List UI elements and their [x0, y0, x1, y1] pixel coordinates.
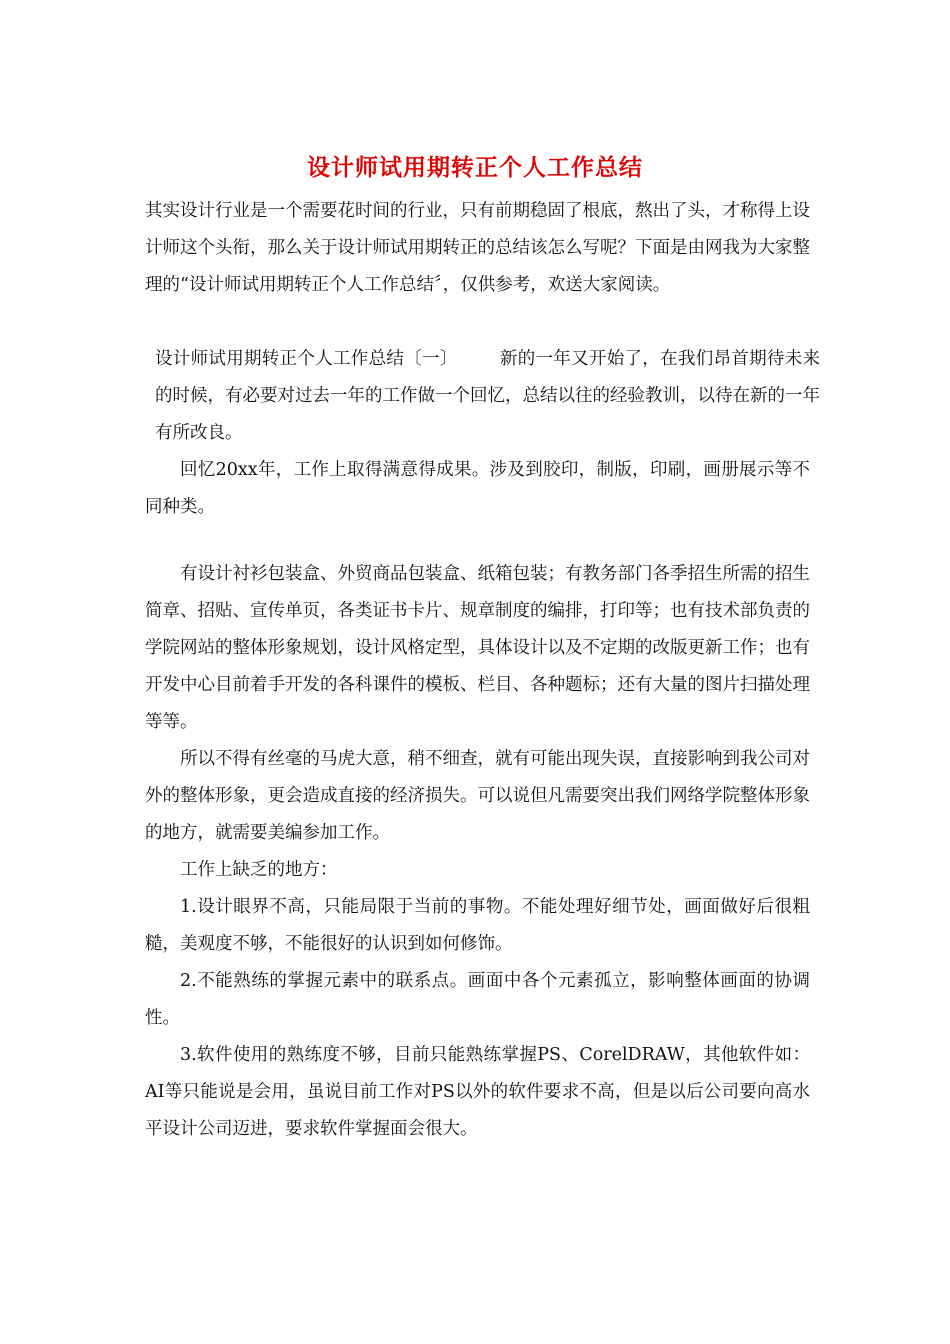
shortcoming-item-3: 3.软件使用的熟练度不够，目前只能熟练掌握PS、CorelDRAW，其他软件如：AI等只能说是会用，虽说目前工作对PS以外的软件要求不高，但是以后公司要向高水平设计公司迈进，要求软件掌握面会很大。: [145, 1045, 810, 1139]
shortcoming-item-1: 1.设计眼界不高，只能局限于当前的事物。不能处理好细节处，画面做好后很粗糙，美观度不够，不能很好的认识到如何修饰。: [145, 897, 810, 954]
section-heading: 设计师试用期转正个人工作总结〔一〕: [155, 349, 458, 369]
shortcomings-heading: 工作上缺乏的地方：: [180, 860, 338, 880]
intro-paragraph: 其实设计行业是一个需要花时间的行业，只有前期稳固了根底，熬出了头，才称得上设计师这个头衔，那么关于设计师试用期转正的总结该怎么写呢？下面是由网我为大家整理的“设计师试用期转正个人工作总结〞，仅供参考，欢送大家阅读。: [145, 201, 810, 295]
section-block: [145, 341, 820, 452]
shortcoming-item-2: 2.不能熟练的掌握元素中的联系点。画面中各个元素孤立，影响整体画面的协调性。: [145, 971, 810, 1028]
paragraph-carefulness: 所以不得有丝毫的马虎大意，稍不细查，就有可能出现失误，直接影响到我公司对外的整体形象，更会造成直接的经济损失。可以说但凡需要突出我们网络学院整体形象的地方，就需要美编参加工作。: [145, 749, 810, 843]
paragraph-review: 回忆20xx年，工作上取得满意得成果。涉及到胶印，制版，印刷，画册展示等不同种类。: [145, 460, 810, 517]
document-title: 设计师试用期转正个人工作总结: [307, 154, 643, 181]
section-lead-text: 新的一年又开始了，在我们昂首期待未来的时候，有必要对过去一年的工作做一个回忆，总结以往的经验教训，以待在新的一年有所改良。: [155, 349, 821, 443]
paragraph-work-items: 有设计衬衫包装盒、外贸商品包装盒、纸箱包装；有教务部门各季招生所需的招生简章、招贴、宣传单页，各类证书卡片、规章制度的编排，打印等；也有技术部负责的学院网站的整体形象规划，设计风格定型，具体设计以及不定期的改版更新工作；也有开发中心目前着手开发的各科课件的模板、栏目、各种题标；还有大量的图片扫描处理等等。: [145, 564, 810, 732]
